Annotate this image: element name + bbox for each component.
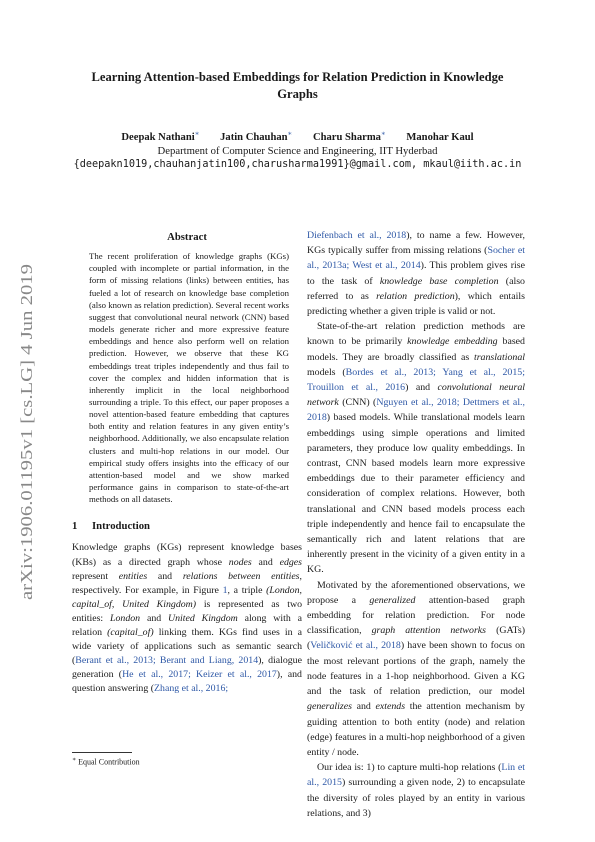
emphasis: edges (279, 556, 302, 568)
citation-link[interactable]: Lin et al., 2015 (307, 762, 526, 789)
citation-link[interactable]: Nguyen et al., 2018; Dettmers et al., 2018 (307, 397, 525, 424)
intro-paragraph: Knowledge graphs (KGs) represent knowledge bases (KBs) as a directed graph whose nodes and edges represent entities and relations between entities, respectively. For example, in Figure 1, a triple (London, capital_of, United Kingdom) is represented as two entities: London and United Kingdom along with a relation (capital_of) linking them. KGs find uses in a wide variety of applications such as semantic search (Berant et al., 2013; Berant and Liang, 2014), dialogue generation (He et al., 2017; Keizer et al., 2017), and question answering (Zhang et al., 2016; (72, 542, 302, 695)
emphasis: entities (118, 570, 148, 582)
emphasis: convolutional neural network (307, 382, 525, 409)
emphasis: generalizes (307, 701, 352, 713)
author: Jatin Chauhan∗ (220, 129, 293, 143)
emphasis: translational (473, 351, 525, 363)
emphasis: (capital_of) (107, 627, 154, 639)
emphasis: United Kingdom (168, 612, 238, 624)
emphasis: generalized (369, 594, 416, 606)
arxiv-stamp (14, 262, 38, 602)
citation-link[interactable]: He et al., 2017; Keizer et al., 2017 (122, 669, 277, 681)
citation-link[interactable]: Zhang et al., 2016; (154, 683, 229, 695)
body-paragraph: Our idea is: 1) to capture multi-hop relations (Lin et al., 2015) surrounding a given node, 2) to encapsulate the diversity of roles played by an entity in various relations, and 3) (307, 762, 526, 819)
abstract-text: The recent proliferation of knowledge graphs (KGs) coupled with incomplete or partial information, in the form of missing relations (links) between entities, has fueled a lot of research on knowledge base completion (also known as relation prediction). Several recent works suggest that convolutional neural network (CNN) based models generate richer and more expressive feature embeddings and hence also perform well on relation prediction. However, we observe that these KG embeddings treat triples independently and thus fail to cover the complex and hidden information that is inherently implicit in the local neighborhood surrounding a triple. To this effect, our paper proposes a novel attention-based feature embedding that captures both entity and relation features in any given entity’s neighborhood. Additionally, we also encapsulate relation clusters and multi-hop relations in our model. Our empirical study offers insights into the efficacy of our attention-based model and we show marked performance gains in comparison to state-of-the-art methods on all datasets. (89, 251, 289, 505)
emphasis: extends (375, 701, 406, 713)
body-paragraph: Motivated by the aforementioned observations, we propose a generalized attention-based graph embedding for relation prediction. For node classification, graph attention networks (GATs) (Veličković et al., 2018) have been shown to focus on the most relevant portions of the graph, namely the node features in a 1-hop neighborhood. Given a KG and the task of relation prediction, our model generalizes and extends the attention mechanism by guiding attention to both entity (node) and relation (edge) features in a multi-hop neighborhood of a given entity / node. (307, 579, 525, 758)
author: Charu Sharma∗ (312, 129, 386, 143)
body-paragraph: State-of-the-art relation prediction methods are known to be primarily knowledge embedding based models. They are broadly classified as translational models (Bordes et al., 2013; Yang et al., 2015; Trouillon et al., 2016) and convolutional neural network (CNN) (Nguyen et al., 2018; Dettmers et al., 2018) based models. While translational models learn embeddings using simple operations and limited parameters, they produce low quality embeddings. In contrast, CNN based models learn more expressive embeddings due to their parameter efficiency and consideration of complex relations. However, both translational and CNN based models process each triple independently and hence fail to encapsulate the semantically rich and latent relations that are inherently present in the vicinity of a given entity in a KG. (307, 321, 525, 576)
author-list (72, 129, 523, 143)
emphasis: relation prediction (376, 290, 455, 302)
citation-link[interactable]: 1 (222, 584, 228, 596)
emphasis: knowledge embedding (407, 336, 498, 348)
citation-link[interactable]: Berant et al., 2013; Berant and Liang, 2014 (75, 655, 259, 667)
right-column (307, 228, 525, 821)
footnote: ∗ Equal Contribution (72, 757, 140, 767)
citation-link[interactable]: Veličković et al., 2018 (310, 640, 401, 652)
author-emails: {deepakn1019,chauhanjatin100,charusharma1991}@gmail.com, mkaul@iith.ac.in (73, 159, 522, 170)
body-paragraph: Diefenbach et al., 2018), to name a few. However, KGs typically suffer from missing relations (Socher et al., 2013a; West et al., 2014). This problem gives rise to the task of knowledge base completion (also referred to as relation prediction), which entails predicting whether a given triple is valid or not. (307, 230, 525, 318)
emphasis: nodes (228, 556, 252, 568)
citation-link[interactable]: Diefenbach et al., 2018 (307, 230, 407, 241)
paper-title: Learning Attention-based Embeddings for Relation Prediction in Knowledge Graphs (91, 70, 504, 101)
emphasis: knowledge base completion (379, 275, 499, 287)
emphasis: London (110, 612, 141, 624)
left-column (72, 230, 302, 697)
abstract-heading: Abstract (167, 231, 207, 243)
citation-link[interactable]: Socher et al., 2013a; West et al., 2014 (307, 245, 525, 272)
emphasis: relations between entities (182, 570, 300, 582)
emphasis: graph attention networks (371, 625, 487, 637)
author: Manohar Kaul (406, 131, 474, 143)
arxiv-stamp-text: arXiv:1906.01195v1 [cs.LG] 4 Jun 2019 (17, 323, 36, 600)
emphasis: (London, capital_of, United Kingdom) (72, 584, 302, 610)
affiliation: Department of Computer Science and Engineering, IIT Hyderbad (157, 145, 438, 157)
citation-link[interactable]: Bordes et al., 2013; Yang et al., 2015; Trouillon et al., 2016 (307, 366, 525, 394)
author: Deepak Nathani∗ (121, 129, 200, 143)
section-heading-introduction: 1 Introduction (72, 520, 151, 533)
footnote-rule (72, 752, 132, 753)
